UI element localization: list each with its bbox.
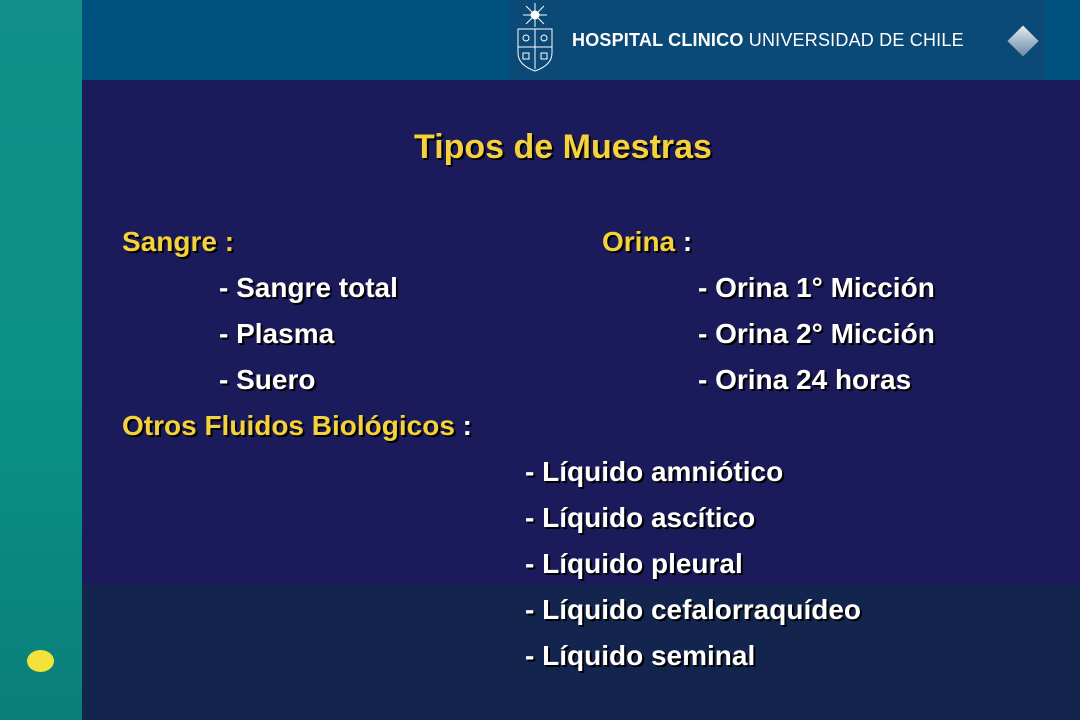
otros-item: - Líquido ascítico [525, 502, 756, 533]
yellow-dot [27, 650, 54, 672]
university-crest-icon [514, 3, 556, 73]
orina-item: - Orina 1° Micción [698, 272, 935, 303]
otros-item: - Líquido cefalorraquídeo [525, 594, 862, 625]
otros-item: - Líquido pleural [525, 548, 743, 579]
orina-heading-colon: : [675, 226, 693, 257]
orina-heading-label: Orina [602, 226, 676, 257]
sangre-item: - Suero [219, 364, 316, 395]
orina-item: - Orina 2° Micción [698, 318, 935, 349]
orina-heading [602, 226, 692, 258]
otros-heading [122, 410, 472, 442]
sangre-item: - Sangre total [219, 272, 398, 303]
sangre-heading-colon: : [216, 226, 235, 257]
brand-bold: HOSPITAL CLINICO [572, 30, 744, 50]
orina-item: - Orina 24 horas [698, 364, 912, 395]
otros-heading-label: Otros Fluidos Biológicos [122, 410, 455, 441]
sangre-heading [122, 226, 234, 258]
slide-title: Tipos de Muestras [414, 128, 712, 166]
otros-item: - Líquido amniótico [525, 456, 784, 487]
otros-item: - Líquido seminal [525, 640, 756, 671]
left-accent-bar [0, 0, 82, 720]
brand-light: UNIVERSIDAD DE CHILE [748, 30, 964, 50]
hospital-brand [572, 30, 964, 51]
sangre-item: - Plasma [219, 318, 335, 349]
sangre-heading-label: Sangre [122, 226, 217, 257]
otros-heading-colon: : [454, 410, 473, 441]
